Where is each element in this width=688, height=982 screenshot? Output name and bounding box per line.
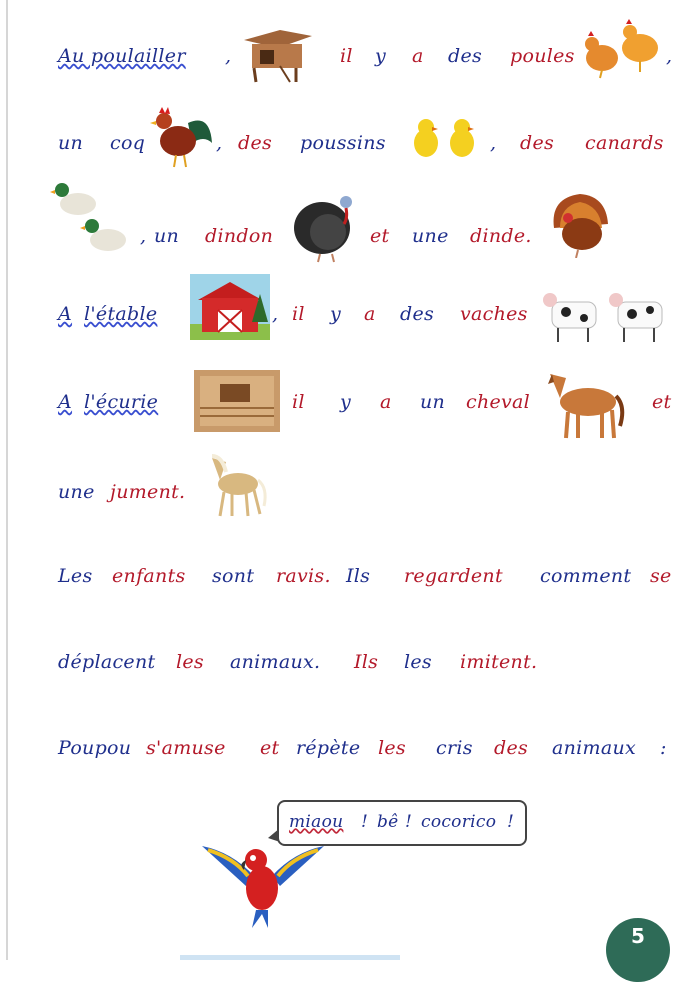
word: y xyxy=(330,303,342,325)
mare-icon xyxy=(202,450,272,520)
word: des xyxy=(494,737,529,759)
word: vaches xyxy=(460,303,528,325)
bubble-sep: ! xyxy=(507,812,515,832)
bubble-word: miaou xyxy=(289,812,344,832)
bubble-word: bê xyxy=(377,812,399,832)
word: poules xyxy=(510,45,575,67)
bubble-sep: ! xyxy=(405,812,413,832)
text-line-3 xyxy=(0,180,688,260)
word: répète xyxy=(296,737,361,759)
word: des xyxy=(520,132,555,154)
word: ravis. xyxy=(276,565,331,587)
bottom-bar xyxy=(180,955,400,960)
word: il xyxy=(292,391,305,413)
word: dindon xyxy=(205,225,274,247)
bubble-sep: ! xyxy=(361,812,369,832)
word: des xyxy=(448,45,483,67)
word: sont xyxy=(212,565,255,587)
word: et xyxy=(652,391,672,413)
word: enfants xyxy=(112,565,186,587)
word: et xyxy=(260,737,280,759)
word: des xyxy=(400,303,435,325)
hens-icon xyxy=(580,18,666,80)
turkey-male-icon xyxy=(288,184,364,264)
word: se xyxy=(650,565,672,587)
bubble-word: cocorico xyxy=(421,812,497,832)
punct: , xyxy=(225,45,232,67)
word: y xyxy=(340,391,352,413)
word: cris xyxy=(436,737,473,759)
page-number: 5 xyxy=(631,924,645,948)
word: Ils xyxy=(354,651,379,673)
word: il xyxy=(292,303,305,325)
word: une xyxy=(58,481,95,503)
word: l'écurie xyxy=(84,391,159,413)
word: imitent. xyxy=(460,651,538,673)
word: a xyxy=(364,303,376,325)
word: jument. xyxy=(110,481,186,503)
text-line-6 xyxy=(0,450,688,530)
text-line-7 xyxy=(0,554,688,634)
word: canards xyxy=(585,132,664,154)
word: il xyxy=(340,45,353,67)
punct: , xyxy=(666,45,673,67)
word: poussins xyxy=(300,132,386,154)
word: Ils xyxy=(346,565,371,587)
word: déplacent xyxy=(58,651,156,673)
word: A xyxy=(58,391,73,413)
cows-icon xyxy=(542,284,672,348)
rooster-icon xyxy=(148,103,214,169)
word: les xyxy=(404,651,432,673)
text-line-1 xyxy=(0,30,688,110)
word: A xyxy=(58,303,73,325)
word: cheval xyxy=(466,391,531,413)
punct: , xyxy=(140,225,147,247)
word: s'amuse xyxy=(146,737,226,759)
word: l'étable xyxy=(84,303,158,325)
horse-stable-icon xyxy=(194,370,280,432)
word: a xyxy=(380,391,392,413)
word: les xyxy=(378,737,406,759)
text-line-5 xyxy=(0,360,688,440)
word: regardent xyxy=(404,565,503,587)
word: un xyxy=(420,391,446,413)
word: comment xyxy=(540,565,632,587)
punct: , xyxy=(490,132,497,154)
word: et xyxy=(370,225,390,247)
punct: : xyxy=(660,737,667,759)
word: dinde. xyxy=(470,225,532,247)
text-line-4 xyxy=(0,272,688,352)
text-line-8 xyxy=(0,640,688,720)
word: une xyxy=(412,225,449,247)
word: les xyxy=(176,651,204,673)
word: y xyxy=(375,45,387,67)
word: animaux xyxy=(552,737,637,759)
page-number-badge xyxy=(606,918,670,982)
word: un xyxy=(154,225,180,247)
word: un xyxy=(58,132,84,154)
text-line-9 xyxy=(0,726,688,806)
word: animaux. xyxy=(230,651,321,673)
punct: , xyxy=(216,132,223,154)
word: Au poulailler xyxy=(58,45,186,67)
word: Poupou xyxy=(58,737,132,759)
word: des xyxy=(238,132,273,154)
barn-icon xyxy=(190,274,270,340)
henhouse-icon xyxy=(240,26,316,84)
word: Les xyxy=(58,565,93,587)
ducks-icon xyxy=(50,178,146,262)
turkey-female-icon xyxy=(548,188,614,258)
word: a xyxy=(412,45,424,67)
parrot-icon xyxy=(198,838,328,930)
punct: , xyxy=(272,303,279,325)
horse-icon xyxy=(540,364,626,440)
word: coq xyxy=(110,132,146,154)
chicks-icon xyxy=(410,113,482,163)
